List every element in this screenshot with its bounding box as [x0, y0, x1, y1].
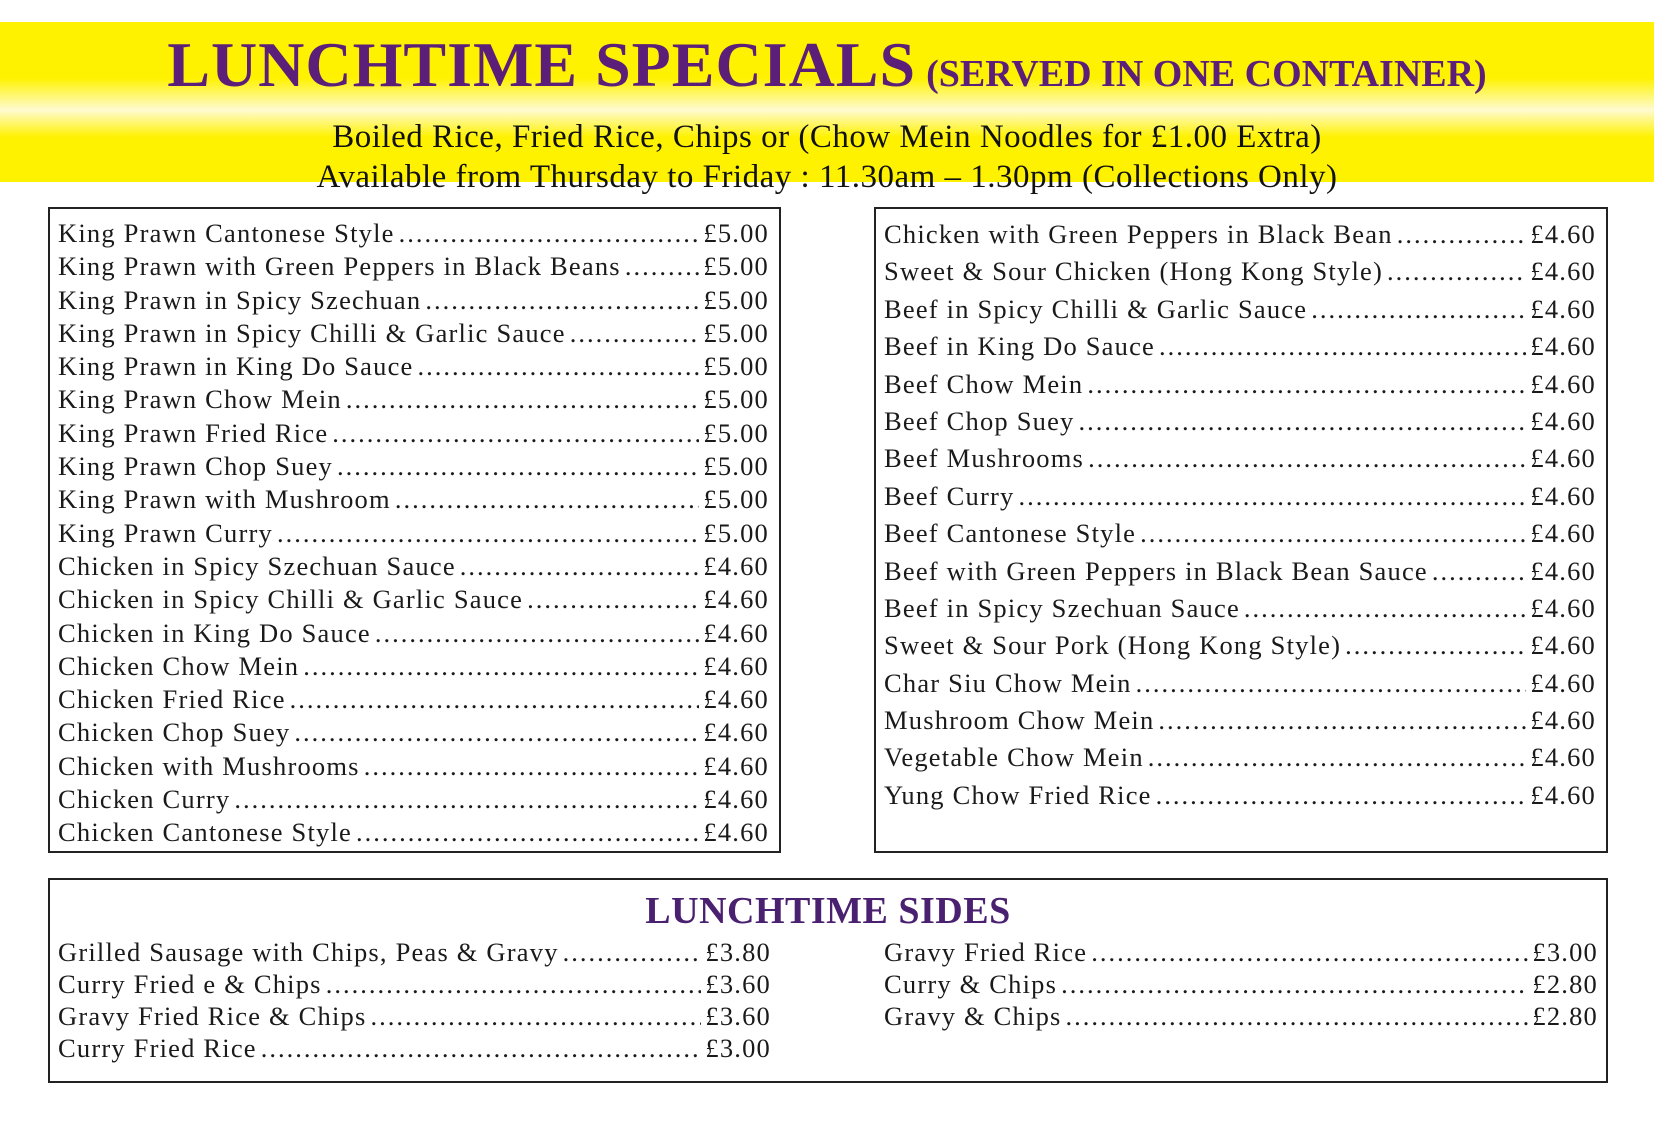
menu-item-price: £4.60: [1530, 405, 1596, 436]
menu-item-price: £4.60: [1530, 630, 1596, 661]
menu-item-name: Curry Fried e & Chips: [58, 969, 322, 999]
menu-item-name: Grilled Sausage with Chips, Peas & Gravy: [58, 937, 559, 967]
menu-item: [58, 783, 769, 816]
dot-leader: [1148, 739, 1527, 776]
menu-item-name: Beef Chow Mein: [884, 368, 1084, 399]
menu-item-name: King Prawn Curry: [58, 517, 273, 548]
menu-item-name: Chicken Fried Rice: [58, 684, 286, 715]
menu-item-price: £4.60: [703, 817, 769, 848]
menu-item-price: £5.00: [703, 284, 769, 315]
menu-item: [58, 1000, 771, 1032]
menu-item-name: Beef Cantonese Style: [884, 518, 1137, 549]
dot-leader: [1088, 440, 1526, 477]
menu-item-name: King Prawn in King Do Sauce: [58, 351, 414, 382]
menu-item: [58, 683, 769, 716]
dot-leader: [356, 816, 699, 849]
menu-item-name: Char Siu Chow Mein: [884, 667, 1132, 698]
dot-leader: [1136, 665, 1527, 702]
dot-leader: [1087, 366, 1526, 403]
menu-item: [58, 417, 769, 450]
options-line: Boiled Rice, Fried Rice, Chips or (Chow Mein Noodles for £1.00 Extra): [332, 119, 1322, 155]
menu-item: [884, 968, 1598, 1000]
dot-leader: [277, 517, 699, 550]
dot-leader: [326, 968, 702, 1000]
menu-item: [884, 553, 1596, 590]
dot-leader: [1061, 968, 1528, 1000]
menu-item-price: £5.00: [703, 251, 769, 282]
menu-item: [884, 702, 1596, 739]
menu-item-name: Sweet & Sour Chicken (Hong Kong Style): [884, 256, 1383, 287]
dot-leader: [1387, 253, 1526, 290]
dot-leader: [460, 550, 700, 583]
menu-item: [58, 617, 769, 650]
menu-item: [58, 716, 769, 749]
dot-leader: [1079, 403, 1527, 440]
menu-item-name: King Prawn in Spicy Szechuan: [58, 284, 422, 315]
menu-item: [58, 1032, 771, 1064]
menu-item-price: £4.60: [1530, 667, 1596, 698]
menu-item: [58, 750, 769, 783]
menu-item-price: £4.60: [1530, 331, 1596, 362]
menu-item-price: £4.60: [1530, 705, 1596, 736]
menu-item-price: £4.60: [1530, 219, 1596, 249]
menu-item-price: £4.60: [703, 684, 769, 715]
menu-item-price: £3.00: [1532, 937, 1598, 967]
menu-item: [58, 650, 769, 683]
title-subtitle: (SERVED IN ONE CONTAINER): [926, 53, 1487, 95]
menu-item-name: King Prawn in Spicy Chilli & Garlic Sauce: [58, 317, 566, 348]
menu-item-price: £3.60: [705, 969, 771, 999]
menu-item-price: £4.60: [703, 750, 769, 781]
dot-leader: [294, 716, 699, 749]
menu-item-price: £4.60: [703, 717, 769, 748]
menu-item-price: £4.60: [1530, 368, 1596, 399]
menu-item-price: £5.00: [703, 351, 769, 382]
menu-item: [884, 590, 1596, 627]
menu-item-name: Sweet & Sour Pork (Hong Kong Style): [884, 630, 1342, 661]
menu-item-name: King Prawn Cantonese Style: [58, 218, 395, 248]
menu-item-price: £5.00: [703, 484, 769, 515]
menu-item: [58, 217, 769, 250]
menu-item-name: Chicken with Green Peppers in Black Bean: [884, 219, 1393, 249]
menu-item-price: £5.00: [703, 451, 769, 482]
menu-item-name: King Prawn Fried Rice: [58, 417, 329, 448]
dot-leader: [1432, 553, 1526, 590]
menu-item-name: Curry & Chips: [884, 969, 1058, 999]
dot-leader: [1018, 478, 1526, 515]
dot-leader: [425, 284, 699, 317]
menu-item-name: Chicken Cantonese Style: [58, 817, 353, 848]
dot-leader: [1345, 627, 1526, 664]
dot-leader: [1311, 291, 1526, 328]
menu-item: [58, 816, 769, 849]
menu-box-left: [48, 207, 781, 853]
menu-item: [884, 291, 1596, 328]
dot-leader: [303, 650, 699, 683]
menu-item-name: King Prawn Chop Suey: [58, 451, 334, 482]
menu-item-name: Curry Fried Rice: [58, 1033, 257, 1063]
dot-leader: [399, 217, 700, 250]
title-main: LUNCHTIME SPECIALS: [167, 29, 917, 100]
menu-item: [58, 583, 769, 616]
menu-item: [58, 383, 769, 416]
menu-item-name: King Prawn Chow Mein: [58, 384, 342, 415]
dot-leader: [1244, 590, 1526, 627]
menu-item-name: Beef in King Do Sauce: [884, 331, 1155, 362]
dot-leader: [234, 783, 699, 816]
sides-column-right: [884, 936, 1598, 1032]
dot-leader: [563, 936, 702, 968]
menu-item-name: Beef in Spicy Chilli & Garlic Sauce: [884, 293, 1308, 324]
menu-item-name: Gravy Fried Rice & Chips: [58, 1001, 367, 1031]
menu-item-price: £4.60: [1530, 480, 1596, 511]
menu-item-name: Chicken in Spicy Chilli & Garlic Sauce: [58, 584, 524, 615]
dot-leader: [1066, 1000, 1529, 1032]
dot-leader: [625, 250, 700, 283]
sides-box: [48, 878, 1608, 1083]
dot-leader: [527, 583, 699, 616]
menu-item-name: Chicken with Mushrooms: [58, 750, 360, 781]
menu-item: [884, 366, 1596, 403]
menu-item: [884, 777, 1596, 814]
menu-item-name: Chicken in King Do Sauce: [58, 617, 371, 648]
menu-item-price: £4.60: [703, 550, 769, 581]
menu-item: [884, 739, 1596, 776]
menu-item-price: £4.60: [1530, 443, 1596, 474]
menu-item: [58, 350, 769, 383]
dot-leader: [1397, 216, 1527, 253]
menu-item-name: Beef with Green Peppers in Black Bean Sauce: [884, 555, 1428, 586]
menu-item-price: £4.60: [703, 784, 769, 815]
menu-item-name: Gravy & Chips: [884, 1001, 1062, 1031]
dot-leader: [364, 750, 700, 783]
menu-item-price: £4.60: [1530, 518, 1596, 549]
dot-leader: [371, 1000, 702, 1032]
menu-item-name: Beef Curry: [884, 480, 1015, 511]
menu-item-name: King Prawn with Mushroom: [58, 484, 391, 515]
dot-leader: [418, 350, 700, 383]
menu-item: [884, 216, 1596, 253]
menu-item: [58, 250, 769, 283]
header-banner: [0, 22, 1654, 195]
menu-item: [58, 550, 769, 583]
menu-item: [884, 515, 1596, 552]
menu-item: [58, 517, 769, 550]
menu-item: [884, 328, 1596, 365]
menu-item: [884, 403, 1596, 440]
menu-item-price: £4.60: [1530, 293, 1596, 324]
menu-item: [884, 440, 1596, 477]
dot-leader: [1140, 515, 1526, 552]
menu-box-right: [874, 207, 1608, 853]
sides-column-left: [58, 936, 771, 1064]
menu-item: [884, 627, 1596, 664]
menu-item-name: Chicken in Spicy Szechuan Sauce: [58, 550, 456, 581]
menu-item-price: £3.00: [705, 1033, 771, 1063]
menu-item: [58, 450, 769, 483]
menu-item-name: Beef Chop Suey: [884, 405, 1075, 436]
menu-item-price: £5.00: [703, 384, 769, 415]
menu-item-name: Gravy Fried Rice: [884, 937, 1088, 967]
menu-item-price: £2.80: [1532, 969, 1598, 999]
menu-item: [58, 968, 771, 1000]
dot-leader: [1159, 328, 1526, 365]
menu-item-price: £2.80: [1532, 1001, 1598, 1031]
menu-item-price: £5.00: [703, 218, 769, 248]
menu-item-price: £4.60: [703, 584, 769, 615]
dot-leader: [337, 450, 699, 483]
menu-item-price: £3.80: [705, 937, 771, 967]
menu-item-price: £4.60: [1530, 779, 1596, 810]
menu-item-price: £5.00: [703, 417, 769, 448]
menu-item: [884, 665, 1596, 702]
dot-leader: [261, 1032, 702, 1064]
menu-item: [884, 478, 1596, 515]
menu-item-name: Beef Mushrooms: [884, 443, 1085, 474]
menu-item-name: Chicken Curry: [58, 784, 231, 815]
menu-item: [58, 483, 769, 516]
menu-item-price: £5.00: [703, 317, 769, 348]
menu-item-price: £4.60: [1530, 256, 1596, 287]
menu-item: [884, 936, 1598, 968]
dot-leader: [332, 417, 699, 450]
menu-item-price: £3.60: [705, 1001, 771, 1031]
menu-item-name: Chicken Chop Suey: [58, 717, 291, 748]
menu-item-name: Yung Chow Fried Rice: [884, 779, 1152, 810]
menu-item-price: £4.60: [1530, 742, 1596, 773]
availability-line: Available from Thursday to Friday : 11.30am – 1.30pm (Collections Only): [316, 159, 1338, 195]
menu-item-name: King Prawn with Green Peppers in Black Beans: [58, 251, 621, 282]
dot-leader: [570, 317, 700, 350]
menu-item: [884, 1000, 1598, 1032]
menu-item-name: Chicken Chow Mein: [58, 650, 300, 681]
dot-leader: [375, 617, 699, 650]
menu-item-price: £4.60: [703, 617, 769, 648]
menu-item: [58, 317, 769, 350]
menu-item-price: £4.60: [703, 650, 769, 681]
dot-leader: [346, 383, 700, 416]
menu-item-name: Vegetable Chow Mein: [884, 742, 1144, 773]
page-title: [0, 30, 1654, 117]
menu-item-price: £4.60: [1530, 555, 1596, 586]
menu-item: [58, 284, 769, 317]
menu-item-price: £4.60: [1530, 592, 1596, 623]
menu-item-name: Beef in Spicy Szechuan Sauce: [884, 592, 1240, 623]
menu-item: [58, 936, 771, 968]
dot-leader: [1158, 702, 1526, 739]
dot-leader: [395, 483, 700, 516]
menu-item-price: £5.00: [703, 517, 769, 548]
menu-item: [884, 253, 1596, 290]
dot-leader: [1156, 777, 1527, 814]
sides-title: LUNCHTIME SIDES: [645, 890, 1011, 932]
dot-leader: [290, 683, 700, 716]
menu-item-name: Mushroom Chow Mein: [884, 705, 1155, 736]
dot-leader: [1091, 936, 1528, 968]
